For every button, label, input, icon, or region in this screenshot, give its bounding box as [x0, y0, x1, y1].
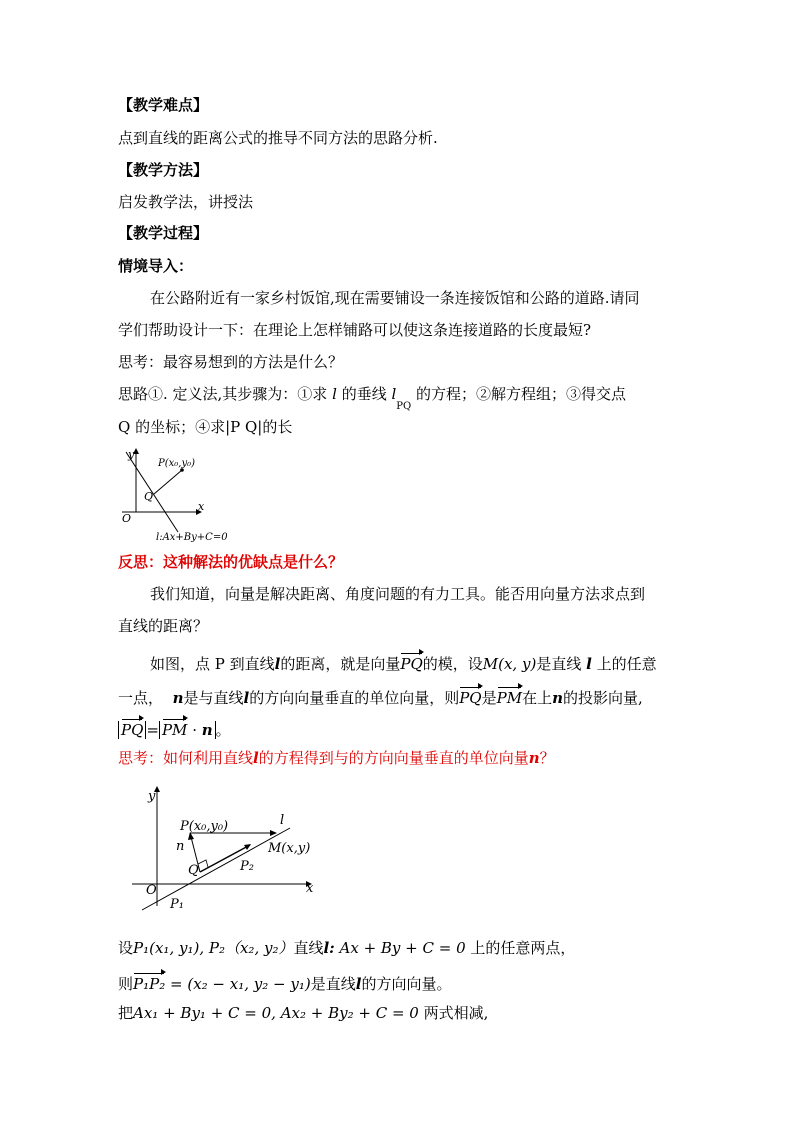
think-2-l: l [253, 749, 259, 767]
vector-intro-line-2: 直线的距离？ [118, 617, 209, 635]
fig1-q-label: Q [144, 490, 154, 503]
think-2-c: ？ [539, 749, 555, 767]
derive-p1: P₁(x₁, y₁), P₂ [133, 939, 225, 957]
think-2-a: 思考：如何利用直线 [118, 749, 254, 767]
derive-c2: 两式相减, [418, 1004, 489, 1022]
fig2-q-label: Q [188, 863, 199, 878]
derive-a1: 设 [118, 939, 134, 957]
derive-line-2 [118, 970, 451, 994]
fig2-y-label: y [148, 789, 156, 804]
idea-1-pq-sub: PQ [396, 401, 412, 412]
figure-1 [118, 446, 238, 546]
para-a5: 上的任意 [596, 655, 657, 673]
derive-l-2: l [355, 975, 362, 993]
intro-line-2: 学们帮助设计一下：在理论上怎样铺路可以使这条连接道路的长度最短? [118, 321, 592, 339]
derive-b2: 是直线 [310, 975, 356, 993]
fig1-y-label: y [128, 448, 135, 461]
para-b3: 的方向向量垂直的单位向量，则 [249, 689, 460, 707]
para-c-dot: · [187, 721, 202, 739]
para-line-1 [150, 650, 657, 674]
derive-a2: 直线 [293, 939, 324, 957]
fig2-p1-label: P₁ [170, 897, 184, 912]
fig1-p-label: P(x₀,y₀) [158, 458, 196, 469]
vector-pm: PM [497, 684, 522, 708]
think-2-b: 的方程得到与的方向向量垂直的单位向量 [258, 749, 529, 767]
derive-b1: 则 [118, 975, 134, 993]
idea-1-l: l [332, 385, 337, 403]
fig2-o-label: O [146, 883, 157, 898]
fig2-p-label: P(x₀,y₀) [180, 819, 229, 834]
idea-1-line-1 [118, 384, 626, 417]
para-line-2 [118, 684, 643, 708]
para-b1: 一点， [118, 689, 164, 707]
think-2 [118, 748, 555, 768]
derive-l: l: [323, 939, 335, 957]
derive-b-eq: = (x₂ − x₁, y₂ − y₁) [165, 975, 311, 993]
para-n-1: n [172, 689, 184, 707]
vector-intro-line-1: 我们知道，向量是解决距离、角度问题的有力工具。能否用向量方法求点到 [150, 585, 646, 603]
fig2-m-label: M(x,y) [268, 841, 311, 856]
para-a2: 的距离，就是向量 [280, 655, 401, 673]
fig2-p2-label: P₂ [240, 859, 254, 874]
para-n-3: n [201, 721, 213, 739]
derive-c1: 把 [118, 1004, 134, 1022]
derive-c-eq: Ax₁ + By₁ + C = 0, Ax₂ + By₂ + C = 0 [133, 1004, 419, 1022]
intro-heading: 情境导入： [118, 257, 194, 275]
para-b2: 是与直线 [183, 689, 244, 707]
fig1-line-eq: l:Ax+By+C=0 [156, 532, 228, 543]
para-c-eq: = [146, 721, 159, 739]
para-a3: 的模，设 [422, 655, 483, 673]
para-n-2: n [552, 689, 563, 707]
derive-line-eq: Ax + By + C = 0 [339, 939, 466, 957]
derive-p2: （x₂, y₂） [224, 939, 294, 957]
fig2-l-label: l [280, 813, 285, 828]
heading-process: 【教学过程】 [118, 224, 209, 242]
para-a1: 如图，点 P 到直线 [150, 655, 275, 673]
vector-pq-2: PQ [459, 684, 481, 708]
idea-1-part-2: 的垂线 [341, 385, 387, 403]
idea-1-lpq: l [391, 385, 397, 403]
para-l-2: l [586, 655, 592, 673]
figure-2 [128, 784, 328, 920]
fig1-o-label: O [122, 512, 132, 525]
heading-difficulty: 【教学难点】 [118, 96, 209, 114]
para-a4: 是直线 [536, 655, 582, 673]
vector-pq: PQ [400, 650, 422, 674]
para-l-1: l [274, 655, 281, 673]
derive-line-3 [118, 1003, 488, 1023]
derive-a3: 上的任意两点， [470, 939, 576, 957]
vector-p1p2: P₁P₂ [133, 970, 165, 994]
idea-1-line-2: Q 的坐标；④求|P Q|的长 [118, 418, 293, 436]
fig1-x-label: x [198, 500, 205, 513]
para-c-end: 。 [215, 721, 231, 739]
intro-line-1: 在公路附近有一家乡村饭馆,现在需要铺设一条连接饭馆和公路的道路.请同 [150, 289, 640, 307]
think-2-n: n [528, 749, 540, 767]
idea-1-part-1: 思路①. 定义法,其步骤为：①求 [118, 385, 328, 403]
difficulty-text: 点到直线的距离公式的推导不同方法的思路分析. [118, 129, 438, 147]
reflect: 反思：这种解法的优缺点是什么？ [118, 553, 344, 571]
para-l-3: l [243, 689, 250, 707]
point-m: M(x, y) [482, 655, 537, 673]
think-1: 思考：最容易想到的方法是什么？ [118, 353, 344, 371]
para-b5: 在上 [522, 689, 553, 707]
para-line-3 [118, 716, 231, 740]
vector-pq-3: PQ [121, 716, 143, 740]
derive-b3: 的方向向量。 [361, 975, 452, 993]
method-text: 启发教学法，讲授法 [118, 193, 254, 211]
heading-method: 【教学方法】 [118, 161, 209, 179]
vector-pm-2: PM [162, 716, 187, 740]
para-b6: 的投影向量, [562, 689, 643, 707]
derive-line-1 [118, 938, 575, 958]
fig2-x-label: x [306, 881, 314, 896]
idea-1-part-3: 的方程；②解方程组；③得交点 [416, 385, 627, 403]
fig2-n-label: n [176, 839, 185, 854]
para-b4: 是 [481, 689, 497, 707]
